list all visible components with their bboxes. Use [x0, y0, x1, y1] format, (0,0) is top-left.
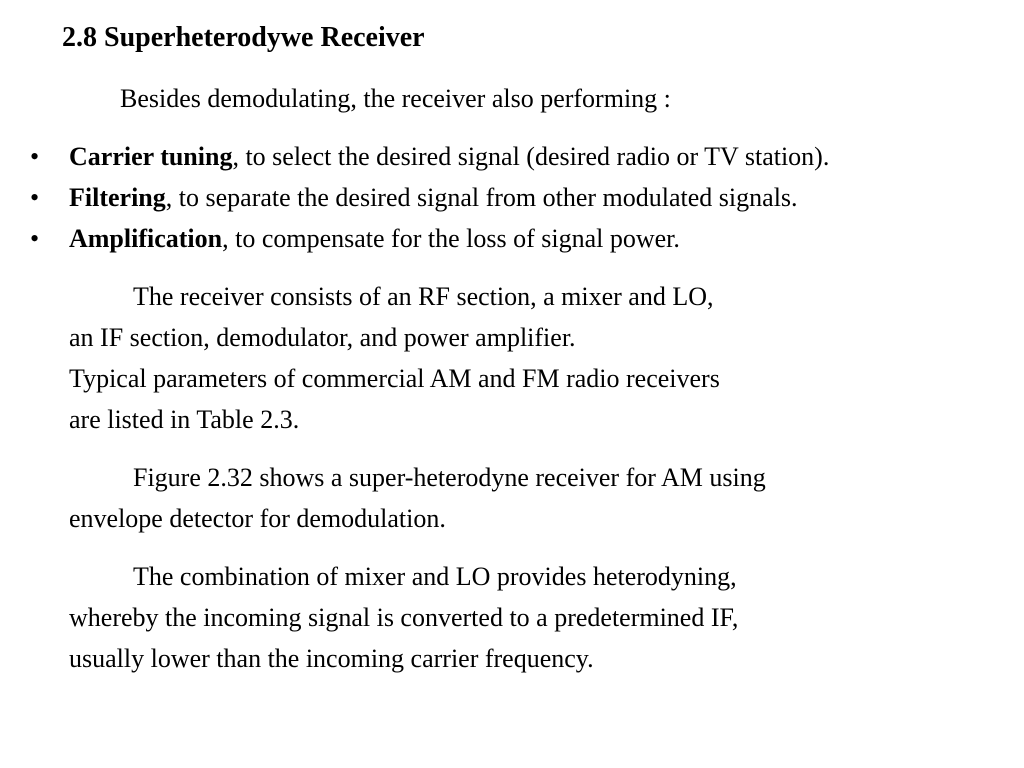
paragraph-line: envelope detector for demodulation.	[69, 504, 446, 533]
bullet-text	[69, 224, 680, 254]
paragraph-line: whereby the incoming signal is converted to a predetermined IF,	[69, 603, 739, 632]
intro-text: Besides demodulating, the receiver also performing :	[120, 84, 671, 113]
paragraph-heterodyning	[69, 562, 738, 685]
paragraph-line: The receiver consists of an RF section, a mixer and LO,	[133, 282, 714, 311]
bullet-description: , to select the desired signal (desired radio or TV station).	[232, 142, 830, 171]
bullet-text	[69, 183, 798, 213]
paragraph-line: The combination of mixer and LO provides heterodyning,	[133, 562, 737, 591]
slide-title: 2.8 Superheterodywe Receiver	[62, 22, 425, 53]
bullet-dot: •	[30, 224, 40, 253]
paragraph-line: an IF section, demodulator, and power amplifier.	[69, 323, 576, 352]
bullet-description: , to compensate for the loss of signal power.	[222, 224, 680, 253]
bullet-term: Amplification	[69, 224, 223, 253]
paragraph-figure-reference	[69, 463, 766, 545]
paragraph-receiver-sections	[69, 282, 720, 446]
bullet-term: Carrier tuning	[69, 142, 233, 171]
paragraph-line: Figure 2.32 shows a super-heterodyne receiver for AM using	[133, 463, 766, 492]
paragraph-line: are listed in Table 2.3.	[69, 405, 300, 434]
paragraph-line: Typical parameters of commercial AM and FM radio receivers	[69, 364, 720, 393]
paragraph-line: usually lower than the incoming carrier frequency.	[69, 644, 594, 673]
bullet-text	[69, 142, 829, 172]
bullet-term: Filtering	[69, 183, 166, 212]
bullet-description: , to separate the desired signal from other modulated signals.	[165, 183, 798, 212]
bullet-dot: •	[30, 142, 40, 171]
bullet-dot: •	[30, 183, 40, 212]
